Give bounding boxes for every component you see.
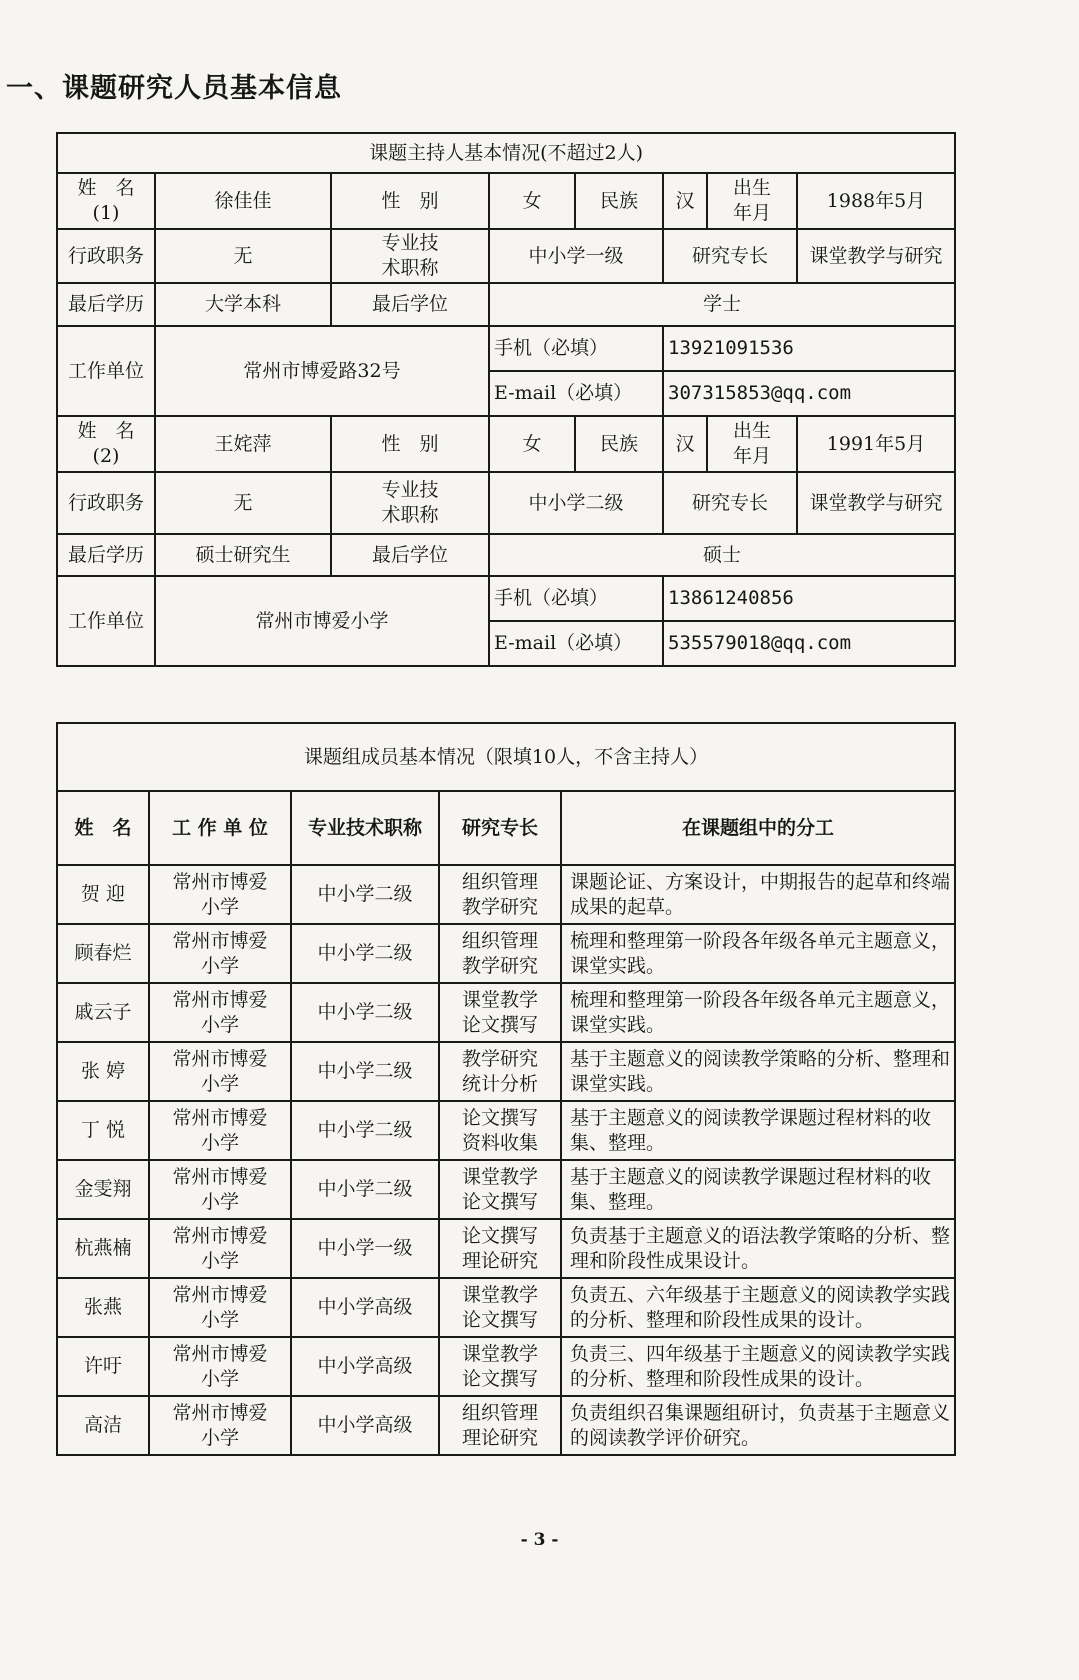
table-row [57, 1160, 955, 1219]
label-pro-title: 专业技 术职称 [331, 229, 489, 283]
column-header: 在课题组中的分工 [561, 791, 955, 865]
host-pro-title: 中小学二级 [489, 472, 663, 534]
member-name: 顾春烂 [57, 924, 149, 983]
label-birth: 出生 年月 [707, 173, 797, 229]
member-title: 中小学二级 [291, 983, 439, 1042]
label-admin-position: 行政职务 [57, 472, 155, 534]
column-header: 研究专长 [439, 791, 561, 865]
member-specialty: 课堂教学 论文撰写 [439, 1160, 561, 1219]
section-title: 一、课题研究人员基本信息 [6, 73, 342, 104]
label-admin-position: 行政职务 [57, 229, 155, 283]
label-work-unit: 工作单位 [57, 576, 155, 666]
member-name: 丁 悦 [57, 1101, 149, 1160]
member-task: 负责基于主题意义的语法教学策略的分析、整理和阶段性成果设计。 [561, 1219, 955, 1278]
member-title: 中小学二级 [291, 1042, 439, 1101]
member-name: 张 婷 [57, 1042, 149, 1101]
host-name: 王姹萍 [155, 416, 331, 472]
member-specialty: 组织管理 教学研究 [439, 924, 561, 983]
member-unit: 常州市博爱 小学 [149, 983, 291, 1042]
member-name: 金雯翔 [57, 1160, 149, 1219]
host-phone: 13921091536 [663, 326, 955, 371]
label-highest-degree: 最后学位 [331, 283, 489, 326]
host-email: 535579018@qq.com [663, 621, 955, 666]
label-birth: 出生 年月 [707, 416, 797, 472]
table-row [57, 865, 955, 924]
label-email: E-mail（必填） [489, 371, 663, 416]
host-pro-title: 中小学一级 [489, 229, 663, 283]
member-task: 课题论证、方案设计，中期报告的起草和终端成果的起草。 [561, 865, 955, 924]
label-pro-title: 专业技 术职称 [331, 472, 489, 534]
member-title: 中小学一级 [291, 1219, 439, 1278]
member-specialty: 教学研究 统计分析 [439, 1042, 561, 1101]
member-title: 中小学二级 [291, 865, 439, 924]
host-table-header: 课题主持人基本情况(不超过2人) [57, 133, 955, 173]
label-email: E-mail（必填） [489, 621, 663, 666]
member-name: 张燕 [57, 1278, 149, 1337]
label-name: 姓 名 (1) [57, 173, 155, 229]
member-specialty: 论文撰写 资料收集 [439, 1101, 561, 1160]
member-unit: 常州市博爱 小学 [149, 1278, 291, 1337]
host-degree: 硕士 [489, 534, 955, 576]
host-research-specialty: 课堂教学与研究 [797, 229, 955, 283]
member-unit: 常州市博爱 小学 [149, 1160, 291, 1219]
label-phone: 手机（必填） [489, 576, 663, 621]
table-row [57, 1101, 955, 1160]
member-unit: 常州市博爱 小学 [149, 1101, 291, 1160]
host-education: 硕士研究生 [155, 534, 331, 576]
page-number: - 3 - [520, 1530, 559, 1550]
table-row [57, 1219, 955, 1278]
label-phone: 手机（必填） [489, 326, 663, 371]
member-name: 高洁 [57, 1396, 149, 1455]
host-info-table [56, 132, 956, 667]
member-title: 中小学高级 [291, 1278, 439, 1337]
member-unit: 常州市博爱 小学 [149, 924, 291, 983]
member-specialty: 组织管理 理论研究 [439, 1396, 561, 1455]
column-header: 专业技术职称 [291, 791, 439, 865]
host-admin-position: 无 [155, 472, 331, 534]
host-gender: 女 [489, 416, 575, 472]
host-phone: 13861240856 [663, 576, 955, 621]
member-unit: 常州市博爱 小学 [149, 1219, 291, 1278]
label-gender: 性 别 [331, 173, 489, 229]
host-ethnicity: 汉 [663, 173, 707, 229]
member-specialty: 课堂教学 论文撰写 [439, 1278, 561, 1337]
host-ethnicity: 汉 [663, 416, 707, 472]
member-task: 梳理和整理第一阶段各年级各单元主题意义，课堂实践。 [561, 924, 955, 983]
member-name: 许吁 [57, 1337, 149, 1396]
member-specialty: 课堂教学 论文撰写 [439, 983, 561, 1042]
member-unit: 常州市博爱 小学 [149, 1337, 291, 1396]
member-title: 中小学二级 [291, 924, 439, 983]
column-header: 姓 名 [57, 791, 149, 865]
member-unit: 常州市博爱 小学 [149, 1396, 291, 1455]
label-gender: 性 别 [331, 416, 489, 472]
label-ethnicity: 民族 [575, 173, 663, 229]
label-ethnicity: 民族 [575, 416, 663, 472]
member-name: 贺 迎 [57, 865, 149, 924]
member-unit: 常州市博爱 小学 [149, 1042, 291, 1101]
table-row [57, 924, 955, 983]
label-research-specialty: 研究专长 [663, 229, 797, 283]
host-work-unit: 常州市博爱路32号 [155, 326, 489, 416]
host-email: 307315853@qq.com [663, 371, 955, 416]
member-name: 戚云子 [57, 983, 149, 1042]
member-title: 中小学二级 [291, 1101, 439, 1160]
host-research-specialty: 课堂教学与研究 [797, 472, 955, 534]
member-title: 中小学高级 [291, 1337, 439, 1396]
host-work-unit: 常州市博爱小学 [155, 576, 489, 666]
member-specialty: 组织管理 教学研究 [439, 865, 561, 924]
member-specialty: 论文撰写 理论研究 [439, 1219, 561, 1278]
table-row [57, 1278, 955, 1337]
members-table-header: 课题组成员基本情况（限填10人，不含主持人） [57, 723, 955, 791]
table-row [57, 1396, 955, 1455]
host-name: 徐佳佳 [155, 173, 331, 229]
member-task: 基于主题意义的阅读教学课题过程材料的收集、整理。 [561, 1160, 955, 1219]
label-highest-degree: 最后学位 [331, 534, 489, 576]
member-task: 基于主题意义的阅读教学课题过程材料的收集、整理。 [561, 1101, 955, 1160]
label-name: 姓 名 (2) [57, 416, 155, 472]
member-task: 梳理和整理第一阶段各年级各单元主题意义，课堂实践。 [561, 983, 955, 1042]
table-row [57, 1042, 955, 1101]
label-highest-education: 最后学历 [57, 534, 155, 576]
member-specialty: 课堂教学 论文撰写 [439, 1337, 561, 1396]
member-title: 中小学高级 [291, 1396, 439, 1455]
host-birth: 1988年5月 [797, 173, 955, 229]
member-task: 负责三、四年级基于主题意义的阅读教学实践的分析、整理和阶段性成果的设计。 [561, 1337, 955, 1396]
label-research-specialty: 研究专长 [663, 472, 797, 534]
host-degree: 学士 [489, 283, 955, 326]
label-highest-education: 最后学历 [57, 283, 155, 326]
member-name: 杭燕楠 [57, 1219, 149, 1278]
members-table [56, 722, 956, 1456]
table-row [57, 1337, 955, 1396]
host-gender: 女 [489, 173, 575, 229]
member-unit: 常州市博爱 小学 [149, 865, 291, 924]
label-work-unit: 工作单位 [57, 326, 155, 416]
host-admin-position: 无 [155, 229, 331, 283]
host-education: 大学本科 [155, 283, 331, 326]
column-header: 工 作 单 位 [149, 791, 291, 865]
member-task: 基于主题意义的阅读教学策略的分析、整理和课堂实践。 [561, 1042, 955, 1101]
host-birth: 1991年5月 [797, 416, 955, 472]
member-title: 中小学二级 [291, 1160, 439, 1219]
table-row [57, 983, 955, 1042]
member-task: 负责五、六年级基于主题意义的阅读教学实践的分析、整理和阶段性成果的设计。 [561, 1278, 955, 1337]
member-task: 负责组织召集课题组研讨，负责基于主题意义的阅读教学评价研究。 [561, 1396, 955, 1455]
